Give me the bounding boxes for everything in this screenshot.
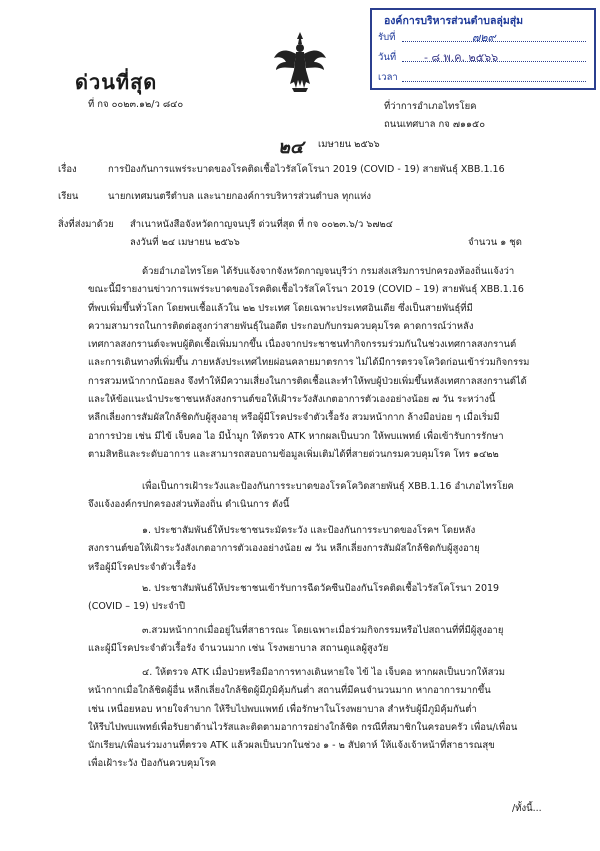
action-item-1	[88, 522, 572, 577]
body-line: และผู้มีโรคประจำตัวเรื้อรัง จำนวนมาก เช่น โรงพยาบาล สถานดูแลผู้สูงวัย	[88, 643, 389, 655]
office-name: ที่ว่าการอำเภอไทรโยค	[384, 101, 477, 112]
body-paragraph-2	[88, 478, 572, 515]
date-month-year: เมษายน ๒๕๖๖	[318, 139, 380, 150]
enclosure-line-1: สำเนาหนังสือจังหวัดกาญจนบุรี ด่วนที่สุด ที่ กจ ๐๐๒๓.๖/ว ๖๗๒๔	[130, 219, 393, 230]
body-line: การสวมหน้ากากน้อยลง จึงทำให้มีความเสี่ยงในการติดเชื้อและทำให้พบผู้ป่วยเพิ่มขึ้นหลังเทศกาลสงกรานต์ได้	[88, 375, 527, 387]
subject-label: เรื่อง	[58, 164, 77, 175]
action-item-4	[88, 664, 572, 774]
body-line: สงกรานต์ขอให้เฝ้าระวังสังเกตอาการตัวเองอย่างน้อย ๗ วัน หลีกเลี่ยงการสัมผัสใกล้ชิดกับผู้สูงอายุ	[88, 543, 480, 555]
stamp-date-value: - ๘ พ.ค. ๒๕๖๖	[424, 51, 499, 64]
body-line: เพื่อเป็นการเฝ้าระวังและป้องกันการระบาดของโรคโควิดสายพันธุ์ XBB.1.16 อำเภอไทรโยค	[142, 481, 514, 492]
body-line: หน้ากากเมื่อใกล้ชิดผู้อื่น หลีกเลี่ยงใกล้ชิดผู้มีภูมิคุ้มกันต่ำ สถานที่มีคนจำนวนมาก หากอาการมากขึ้น	[88, 685, 491, 697]
stamp-org-name: องค์การบริหารส่วนตำบลลุ่มสุ่ม	[384, 15, 524, 27]
subject-text: การป้องกันการแพร่ระบาดของโรคติดเชื้อไวรัสโคโรนา 2019 (COVID - 19) สายพันธุ์ XBB.1.16	[108, 164, 505, 175]
stamp-time-line	[402, 81, 586, 82]
body-line: หรือผู้มีโรคประจำตัวเรื้อรัง	[88, 561, 196, 573]
body-line: ๒. ประชาสัมพันธ์ให้ประชาชนเข้ารับการฉีดวัคซีนป้องกันโรคติดเชื้อไวรัสโคโรนา 2019	[142, 583, 500, 594]
salutation-text: นายกเทศมนตรีตำบล และนายกองค์การบริหารส่วนตำบล ทุกแห่ง	[108, 191, 372, 202]
body-line: และให้ข้อแนะนำประชาชนหลังสงกรานต์ขอให้เฝ้าระวังสังเกตอาการตัวเองอย่างน้อย ๗ วัน ระหว่างนี้	[88, 394, 496, 406]
stamp-time-label: เวลา	[378, 72, 398, 83]
enclosure-line-2: ลงวันที่ ๒๔ เมษายน ๒๕๖๖	[130, 237, 240, 248]
body-line: เพื่อเฝ้าระวัง ป้องกันควบคุมโรค	[88, 758, 217, 770]
date-day: ๒๔	[278, 137, 304, 158]
continuation-marker: /ทั้งนี้...	[512, 803, 542, 814]
body-line: นักเรียน/เพื่อนร่วมงานที่ตรวจ ATK แล้วผลเป็นบวกในช่วง ๑ - ๒ สัปดาห์ ให้แจ้งเจ้าหน้าที่สาธารณสุข	[88, 740, 495, 752]
salutation-label: เรียน	[58, 191, 79, 202]
action-item-2	[88, 580, 572, 617]
body-line: และการเดินทางที่เพิ่มขึ้น ภายหลังประเทศไทยผ่อนคลายมาตรการ ไม่ได้มีการตรวจโควิดก่อนเข้าร่วมกิจกรรม	[88, 357, 530, 369]
action-item-3	[88, 622, 572, 659]
body-line: ๔. ให้ตรวจ ATK เมื่อป่วยหรือมีอาการทางเดินหายใจ ไข้ ไอ เจ็บคอ หากผลเป็นบวกให้สวม	[142, 667, 506, 678]
body-line: ด้วยอำเภอไทรโยค ได้รับแจ้งจากจังหวัดกาญจนบุรีว่า กรมส่งเสริมการปกครองท้องถิ่นแจ้งว่า	[142, 266, 515, 277]
urgency-label: ด่วนที่สุด	[75, 70, 158, 94]
stamp-receive-label: รับที่	[378, 32, 396, 43]
garuda-emblem-icon	[272, 30, 328, 96]
body-line: ที่พบเพิ่มขึ้นทั่วโลก โดยพบเชื้อแล้วใน ๒๒ ประเทศ โดยเฉพาะประเทศอินเดีย ซึ่งเป็นสายพันธุ์ที่มี	[88, 302, 473, 314]
body-paragraph-1	[88, 263, 572, 464]
body-line: ๓.สวมหน้ากากเมื่ออยู่ในที่สาธารณะ โดยเฉพาะเมื่อร่วมกิจกรรมหรือไปสถานที่ที่มีผู้สูงอายุ	[142, 625, 504, 636]
stamp-receive-number: ๗๒๙	[472, 31, 496, 44]
body-line: อาการป่วย เช่น มีไข้ เจ็บคอ ไอ มีน้ำมูก ให้ตรวจ ATK หากผลเป็นบวก ให้พบแพทย์ เพื่อเข้ารับการรักษา	[88, 430, 504, 442]
body-line: ตามสิทธิและระดับอาการ และสามารถสอบถามข้อมูลเพิ่มเติมได้ที่สายด่วนกรมควบคุมโรค โทร ๑๔๒๒	[88, 448, 499, 460]
body-line: เทศกาลสงกรานต์จะพบผู้ติดเชื้อเพิ่มมากขึ้น เนื่องจากประชาชนทำกิจกรรมร่วมกันในช่วงเทศกาลสงกรานต์	[88, 339, 517, 351]
office-address: ถนนเทศบาล กจ ๗๑๑๕๐	[384, 119, 486, 130]
body-line: ให้รีบไปพบแพทย์เพื่อรับยาต้านไวรัสและติดตามอาการอย่างใกล้ชิด กรณีที่สมาชิกในครอบครัว เพื่อน/เพื่อน	[88, 721, 518, 733]
body-line: ๑. ประชาสัมพันธ์ให้ประชาชนระมัดระวัง และป้องกันการระบาดของโรคฯ โดยหลัง	[142, 525, 476, 536]
stamp-date-label: วันที่	[378, 52, 397, 63]
body-line: จึงแจ้งองค์กรปกครองส่วนท้องถิ่น ดำเนินการ ดังนี้	[88, 499, 290, 511]
document-number: ที่ กจ ๐๐๒๓.๑๒/ว ๘๔๐	[88, 99, 184, 110]
enclosure-label: สิ่งที่ส่งมาด้วย	[58, 219, 114, 230]
receipt-stamp	[370, 8, 596, 90]
enclosure-count: จำนวน ๑ ชุด	[468, 237, 522, 248]
body-line: ขณะนี้มีรายงานข่าวการแพร่ระบาดของโรคติดเชื้อไวรัสโคโรนา 2019 (COVID – 19) สายพันธุ์ XBB.1.16	[88, 284, 524, 296]
body-line: (COVID – 19) ประจำปี	[88, 601, 186, 613]
body-line: เช่น เหนื่อยหอบ หายใจลำบาก ให้รีบไปพบแพทย์ เพื่อรักษาในโรงพยาบาล สำหรับผู้มีภูมิคุ้มกันต่ำ	[88, 703, 477, 715]
body-line: ความสามารถในการติดต่อสูงกว่าสายพันธุ์ในอดีต ประกอบกับกรมควบคุมโรค คาดการณ์ว่าหลัง	[88, 320, 474, 332]
body-line: หลีกเลี่ยงการสัมผัสใกล้ชิดกับผู้สูงอายุ หรือผู้มีโรคประจำตัวเรื้อรัง สวมหน้ากาก ล้างมือบ่อย ๆ เมื่อเริ่มมี	[88, 412, 500, 424]
